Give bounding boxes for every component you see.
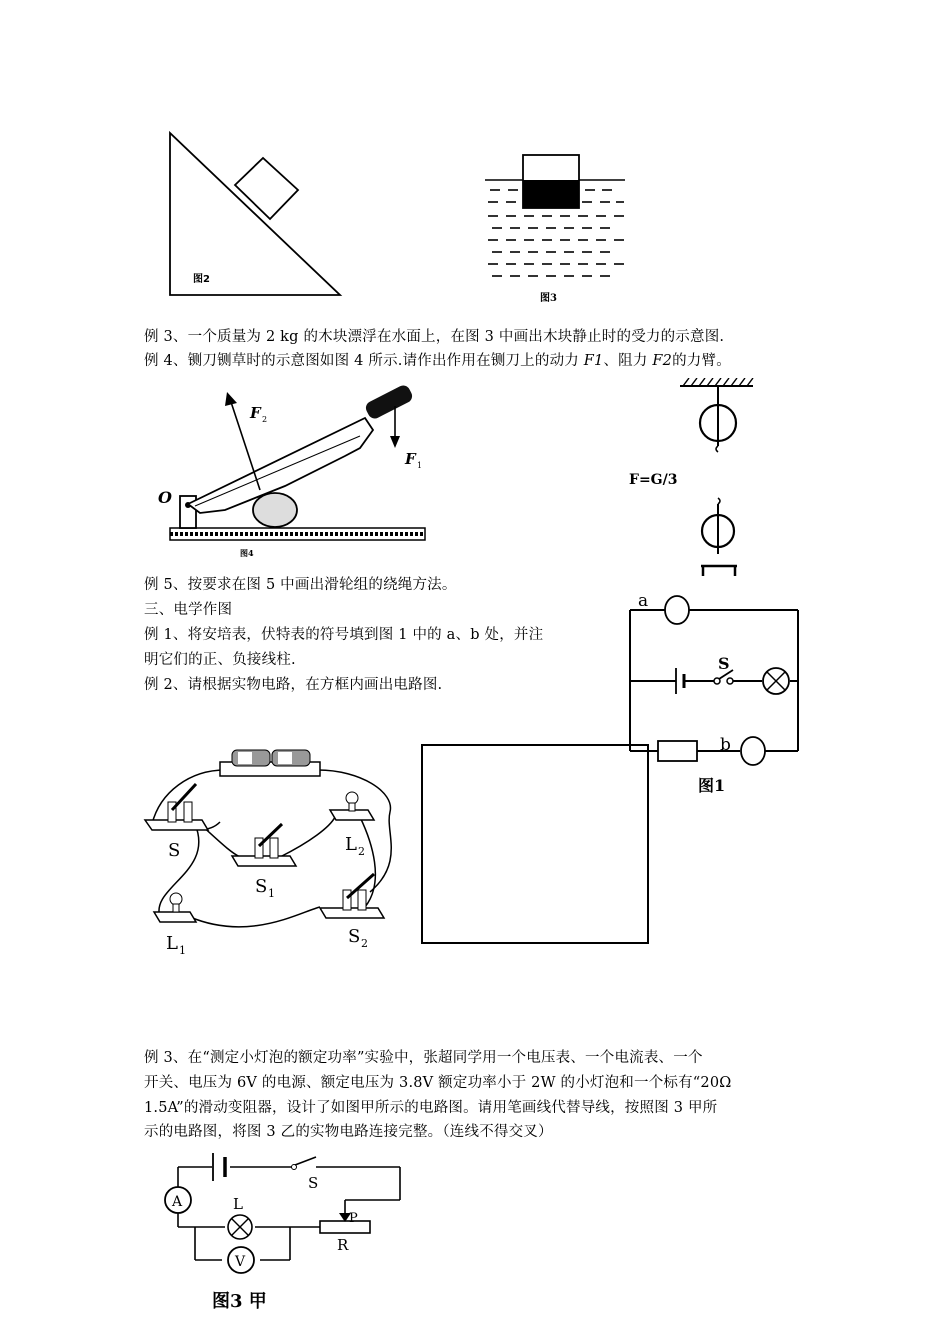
switch-s-3	[295, 1157, 316, 1165]
figure-3-caption: 图3	[540, 293, 557, 304]
rheostat	[320, 1221, 370, 1233]
example-3-elec-line-4: 示的电路图，将图 3 乙的实物电路连接完整。（连线不得交叉）	[144, 1124, 553, 1140]
example-4-text-b: 、阻力	[603, 353, 653, 369]
example-4-text-c: 的力臂。	[672, 353, 731, 369]
ammeter-label: A	[172, 1194, 183, 1210]
incline-block	[235, 158, 298, 219]
switch-s1-device	[232, 824, 296, 866]
battery-pack	[220, 750, 320, 776]
incline-triangle	[170, 133, 340, 295]
example-4-mechanics	[144, 351, 731, 371]
f2-label: F	[250, 404, 261, 422]
example-1-line-1: 例 1、将安培表，伏特表的符号填到图 1 中的 a、b 处，并注	[144, 627, 544, 643]
rheostat-r-label: R	[337, 1236, 349, 1254]
example-3-elec-line-1: 例 3、在“测定小灯泡的额定功率”实验中，张超同学用一个电压表、一个电流表、一个	[144, 1050, 703, 1066]
handle	[364, 383, 415, 421]
grass-bundle	[253, 493, 297, 527]
figure-2-caption: 图2	[193, 274, 210, 285]
example-4-f2: F2	[652, 353, 673, 369]
figure-1-caption: 图1	[698, 776, 726, 795]
figure-3-floating-block	[480, 150, 630, 310]
slider-p-label: P	[349, 1211, 358, 1226]
switch-s2-label: S	[348, 926, 361, 947]
pulley-formula: F=G/3	[629, 472, 678, 488]
circuit-answer-box[interactable]	[421, 744, 649, 944]
figure-3-jia-circuit	[150, 1145, 420, 1320]
switch-s-label-3: S	[308, 1174, 319, 1192]
switch-s1-label: S	[255, 876, 268, 897]
floating-block-submerged	[523, 180, 579, 208]
lamp-l1-label: L	[166, 933, 178, 954]
switch-s-label: S	[718, 654, 730, 673]
lamp-l2-label: L	[345, 834, 357, 855]
real-circuit-drawing	[140, 742, 415, 957]
example-3-mechanics: 例 3、一个质量为 2 kg 的木块漂浮在水面上，在图 3 中画出木块静止时的受力的示意图.	[144, 329, 725, 345]
figure-2-incline	[160, 125, 350, 300]
example-3-elec-line-3: 1.5A”的滑动变阻器，设计了如图甲所示的电路图。请用笔画线代替导线，按照图 3 甲所	[144, 1100, 718, 1116]
switch-s-label-real: S	[168, 840, 181, 861]
switch-s1-sub: 1	[268, 887, 275, 900]
lamp-l2-sub: 2	[358, 845, 365, 858]
lamp-l2-device	[330, 792, 374, 820]
resistor	[658, 741, 697, 761]
lamp-l1-device	[154, 893, 196, 922]
f1-sub: 1	[417, 461, 423, 470]
meter-b-slot	[741, 737, 765, 765]
example-5: 例 5、按要求在图 5 中画出滑轮组的绕绳方法。	[144, 577, 457, 593]
figure-4-chaff-cutter	[155, 378, 430, 560]
example-3-elec-line-2: 开关、电压为 6V 的电源、额定电压为 3.8V 额定功率小于 2W 的小灯泡和一个标有“20Ω	[144, 1075, 732, 1091]
f1-label: F	[405, 450, 416, 468]
example-1-line-2: 明它们的正、负接线柱.	[144, 652, 296, 668]
switch-s2-sub: 2	[361, 937, 368, 950]
figure-3-jia-caption: 图3 甲	[212, 1291, 267, 1312]
meter-a-slot	[665, 596, 689, 624]
pivot-o-label: O	[158, 488, 172, 507]
voltmeter-label: V	[235, 1254, 246, 1270]
section-3-heading: 三、电学作图	[144, 602, 233, 618]
switch-s-device	[145, 784, 208, 830]
example-4-f1: F1	[583, 353, 604, 369]
meter-b-label: b	[720, 735, 731, 755]
figure-5-pulley	[625, 378, 755, 583]
meter-a-label: a	[638, 591, 649, 611]
lamp-l1-sub: 1	[179, 944, 186, 957]
example-2: 例 2、请根据实物电路，在方框内画出电路图.	[144, 677, 443, 693]
example-4-text-a: 例 4、铡刀铡草时的示意图如图 4 所示.请作出作用在铡刀上的动力	[144, 353, 584, 369]
figure-4-caption: 图4	[240, 548, 254, 558]
lamp-l-label: L	[233, 1195, 243, 1213]
f2-sub: 2	[262, 415, 268, 424]
